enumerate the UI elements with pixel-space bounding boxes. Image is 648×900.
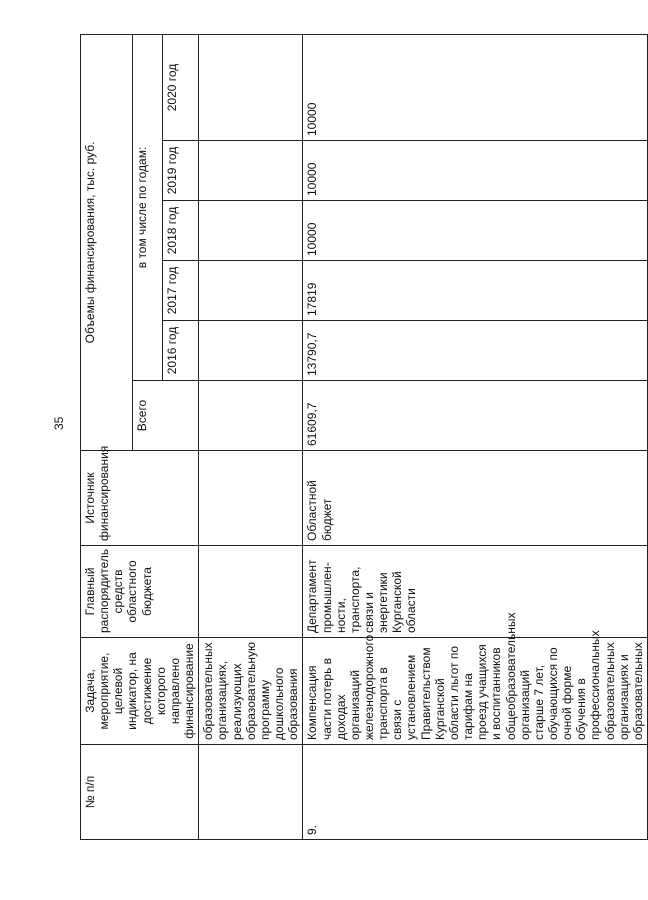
row-value-2016 xyxy=(199,321,303,381)
header-year-2020: 2020 год xyxy=(163,34,199,140)
header-distributor: Главный распорядитель средств областного бюджета xyxy=(81,546,199,638)
row-value-2017: 17819 xyxy=(303,261,648,321)
row-distributor xyxy=(199,546,303,638)
row-value-2018: 10000 xyxy=(303,201,648,261)
row-task: образовательных организациях, реализующих образовательную программу дошкольного образования xyxy=(199,638,303,745)
row-value-2017 xyxy=(199,261,303,321)
row-task: Компенсация части потерь в доходах организаций железнодорожного транспорта в связи с установлением Правительством Курганской области льгот по тарифам на проезд учащихся и воспитанников общеобразовательных организаций старше 7 лет, обучающихся по очной форме обучения в профессиональных образовательных организациях и образовательных xyxy=(303,638,648,745)
row-value-2020: 10000 xyxy=(303,34,648,140)
row-value-2018 xyxy=(199,201,303,261)
row-value-2019: 10000 xyxy=(303,141,648,201)
row-value-2020 xyxy=(199,34,303,140)
header-task: Задача, мероприятие, целевой индикатор, на достижение которого направлено финансирование xyxy=(81,638,199,745)
row-total: 61609,7 xyxy=(303,381,648,451)
header-year-2016: 2016 год xyxy=(163,321,199,381)
header-num: № п/п xyxy=(81,745,199,840)
rotated-page-content xyxy=(80,35,645,840)
header-volumes: Объемы финансирования, тыс. руб. xyxy=(81,34,133,450)
header-year-2019: 2019 год xyxy=(163,141,199,201)
row-source: Областной бюджет xyxy=(303,451,648,546)
table-row xyxy=(199,34,303,839)
header-year-2018: 2018 год xyxy=(163,201,199,261)
row-source xyxy=(199,451,303,546)
header-by-years: в том числе по годам: xyxy=(133,34,163,380)
header-total: Всего xyxy=(133,381,199,451)
header-year-2017: 2017 год xyxy=(163,261,199,321)
row-value-2019 xyxy=(199,141,303,201)
header-source: Источник финансирования xyxy=(81,451,199,546)
table-row xyxy=(303,34,648,839)
row-value-2016: 13790,7 xyxy=(303,321,648,381)
row-distributor: Департамент промышлен-ности, транспорта, связи и энергетики Курганской области xyxy=(303,546,648,638)
page-number: 35 xyxy=(52,416,66,430)
row-num xyxy=(199,745,303,840)
row-num: 9. xyxy=(303,745,648,840)
financing-table xyxy=(80,34,648,840)
row-total xyxy=(199,381,303,451)
